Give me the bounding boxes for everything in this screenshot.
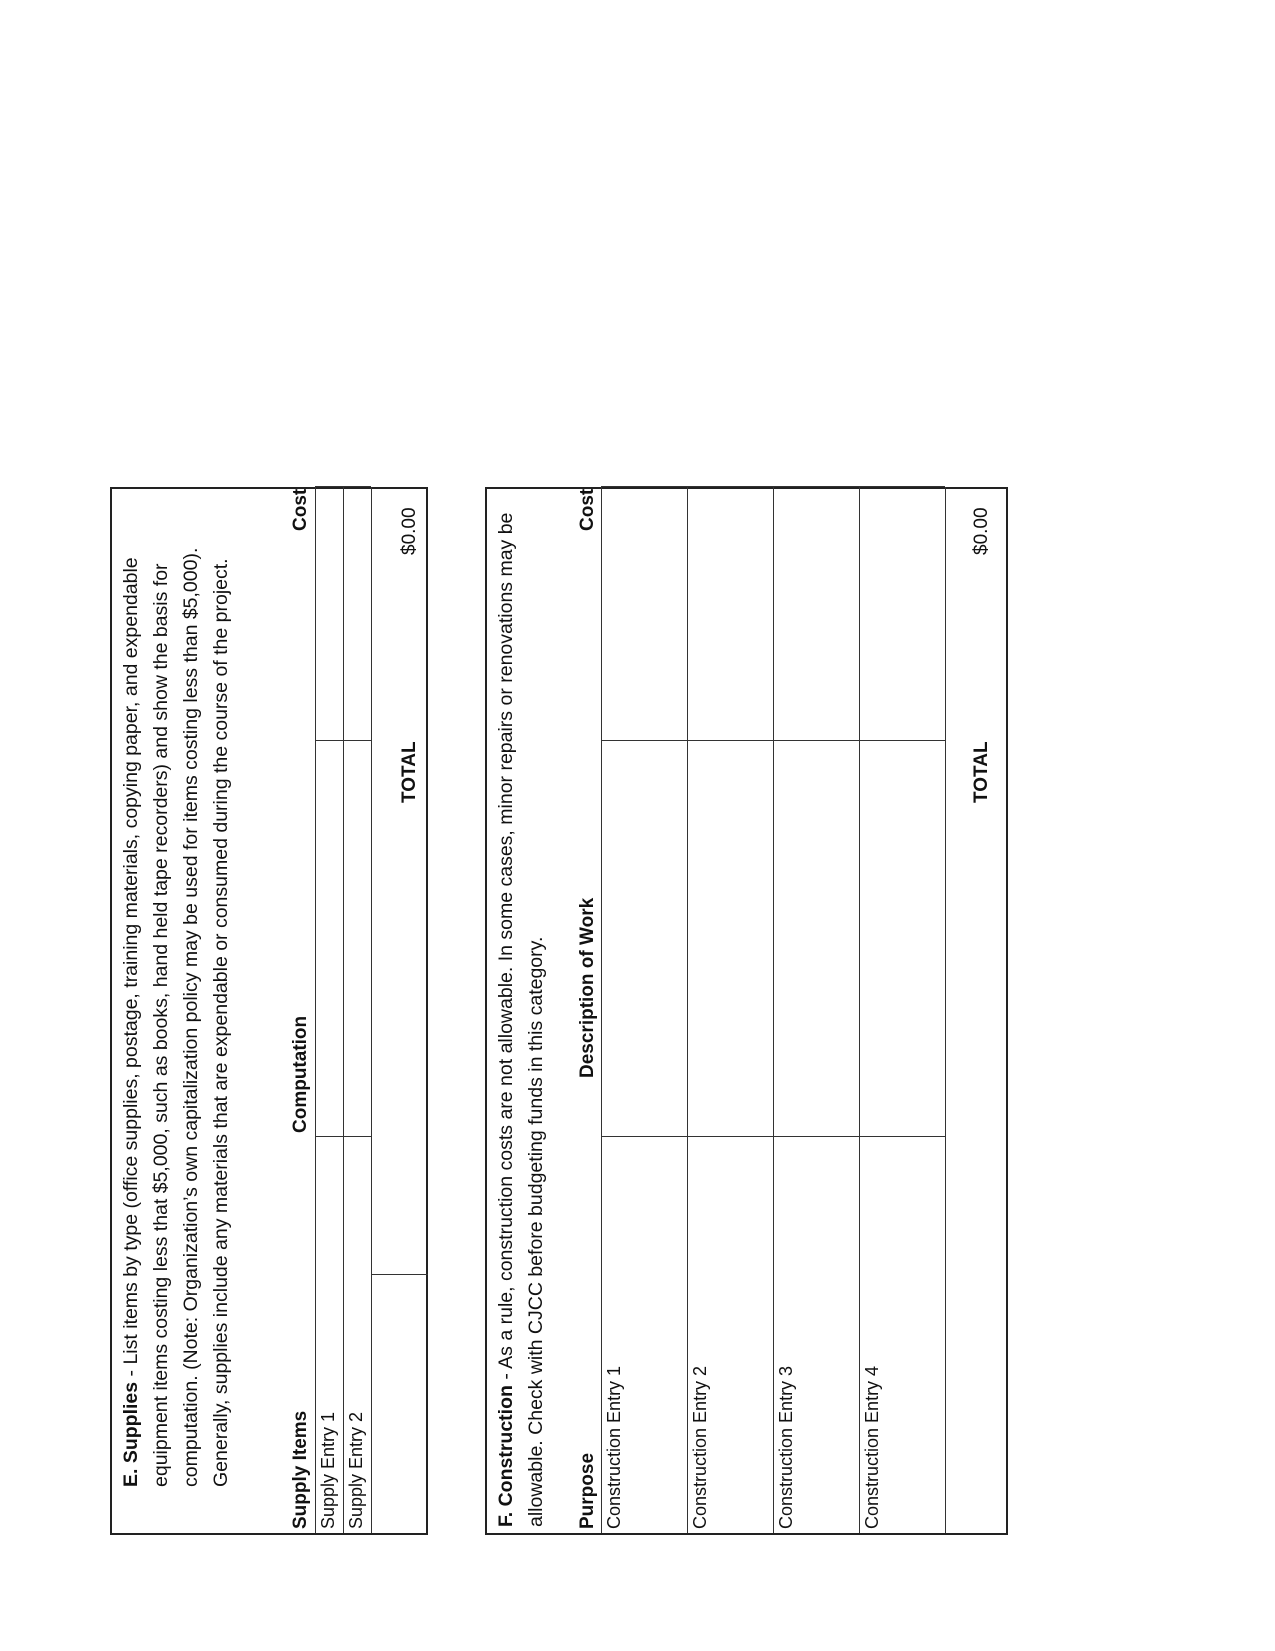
table-rule — [315, 487, 316, 1533]
rotated-page-content — [110, 485, 990, 1535]
table-rule — [601, 740, 945, 741]
table-rule — [601, 486, 945, 487]
supplies-section — [110, 487, 428, 1535]
supplies-total-label: TOTAL — [399, 741, 420, 803]
construction-description: - As a rule, construction costs are not allowable. In some cases, minor repairs or renovations may be allowable. Check with CJCC before budgeting funds in this category. — [495, 512, 547, 1527]
table-rule — [859, 487, 860, 1533]
table-rule — [371, 1274, 428, 1275]
supplies-total-value: $0.00 — [399, 507, 420, 555]
construction-entry-3[interactable]: Construction Entry 3 — [776, 1365, 796, 1529]
table-rule — [343, 487, 344, 1533]
table-rule — [315, 1136, 371, 1137]
table-rule — [315, 740, 371, 741]
purpose-header: Purpose — [577, 1452, 598, 1529]
table-rule — [687, 487, 688, 1533]
supplies-instructions — [116, 507, 236, 1487]
supply-entry-2[interactable]: Supply Entry 2 — [346, 1411, 366, 1529]
construction-title: F. Construction — [495, 1385, 517, 1527]
table-rule — [601, 487, 602, 1533]
construction-total-value: $0.00 — [971, 507, 992, 555]
construction-instructions — [491, 507, 551, 1527]
computation-header: Computation — [290, 1015, 311, 1133]
table-rule — [315, 486, 371, 487]
construction-total-label: TOTAL — [971, 741, 992, 803]
supplies-description: - List items by type (office supplies, postage, training materials, copying paper, and expendable equipment items costing less that $5,000, such as books, hand held tape recorders) and show the basis for computation. (Note: Organization’s own capitalization policy may be used for items costing less than $5,000). Generally, supplies include any materials that are expendable or consumed during the course of the project. — [120, 547, 232, 1487]
construction-entry-4[interactable]: Construction Entry 4 — [862, 1365, 882, 1529]
table-rule — [371, 487, 372, 1533]
cost-header: Cost — [290, 488, 311, 531]
supply-items-header: Supply Items — [290, 1410, 311, 1529]
construction-section — [485, 487, 1008, 1535]
supply-entry-1[interactable]: Supply Entry 1 — [318, 1411, 338, 1529]
table-rule — [945, 487, 946, 1533]
construction-entry-1[interactable]: Construction Entry 1 — [604, 1365, 624, 1529]
description-of-work-header: Description of Work — [577, 897, 598, 1078]
table-rule — [601, 1136, 945, 1137]
table-rule — [773, 487, 774, 1533]
construction-entry-2[interactable]: Construction Entry 2 — [690, 1365, 710, 1529]
supplies-title: E. Supplies — [120, 1381, 142, 1487]
cost-header: Cost — [577, 488, 598, 531]
